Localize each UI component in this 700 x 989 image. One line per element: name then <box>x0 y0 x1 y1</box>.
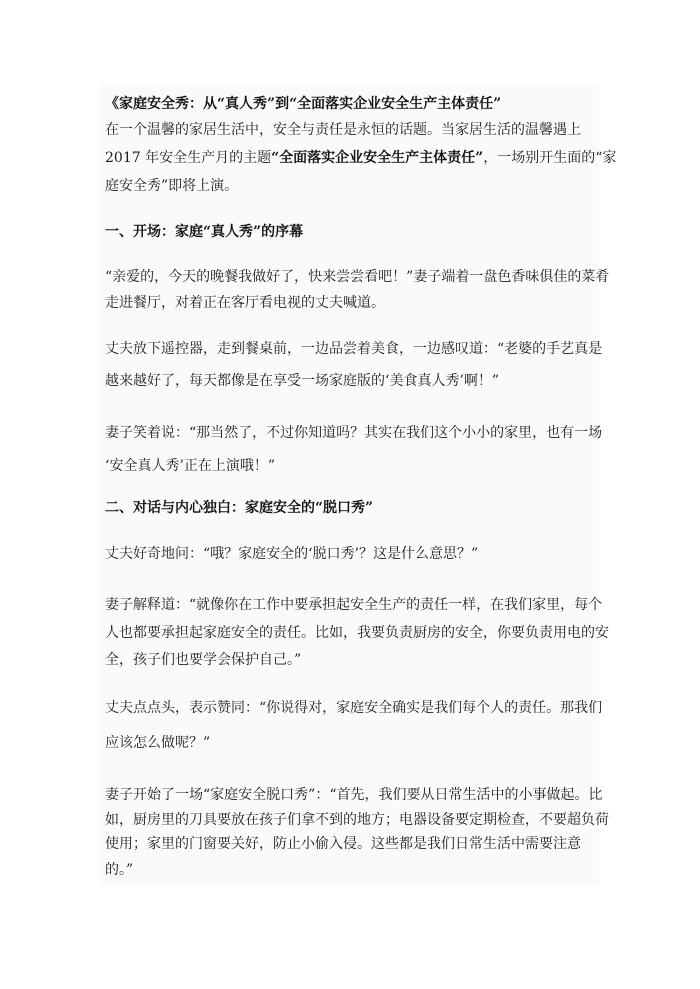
paragraph-line: “亲爱的，今天的晚餐我做好了，快来尝尝看吧！”妻子端着一盘色香味俱佳的菜肴 <box>105 269 610 285</box>
paragraph-line: 应该怎么做呢？” <box>105 735 211 751</box>
paragraph-line: 全，孩子们也要学会保护自己。” <box>105 652 302 668</box>
intro-text: ，一场别开生面的“家 <box>483 150 617 166</box>
intro-text: 2017 年安全生产月的主题 <box>105 150 272 166</box>
paragraph-line: 人也都要承担起家庭安全的责任。比如，我要负责厨房的安全，你要负责用电的安 <box>105 625 609 641</box>
paragraph-line: 妻子解释道：“就像你在工作中要承担起安全生产的责任一样，在我们家里，每个 <box>105 597 603 613</box>
paragraph-line: 如，厨房里的刀具要放在孩子们拿不到的地方；电器设备要定期检查，不要超负荷 <box>105 812 609 828</box>
intro-line <box>105 149 616 167</box>
paragraph-line: 使用；家里的门窗要关好，防止小偷入侵。这些都是我们日常生活中需要注意 <box>105 836 581 852</box>
paragraph-line: 走进餐厅，对着正在客厅看电视的丈夫喊道。 <box>105 295 385 311</box>
paragraph-line: 妻子笑着说：“那当然了，不过你知道吗？其实在我们这个小小的家里，也有一场 <box>105 425 603 441</box>
section-heading: 一、开场：家庭“真人秀”的序幕 <box>105 224 304 240</box>
paragraph-line: 越来越好了，每天都像是在享受一场家庭版的‘美食真人秀’啊！” <box>105 373 500 389</box>
paragraph-line: 丈夫点点头，表示赞同：“你说得对，家庭安全确实是我们每个人的责任。那我们 <box>105 700 603 716</box>
paragraph-line: 妻子开始了一场“家庭安全脱口秀”：“首先，我们要从日常生活中的小事做起。比 <box>105 787 603 803</box>
document-title: 《家庭安全秀：从“真人秀”到“全面落实企业安全生产主体责任” <box>105 96 502 112</box>
intro-line: 在一个温馨的家居生活中，安全与责任是永恒的话题。当家居生活的温馨遇上 <box>105 122 581 138</box>
section-heading: 二、对话与内心独白：家庭安全的“脱口秀” <box>105 500 374 516</box>
paragraph-line: 丈夫放下遥控器，走到餐桌前，一边品尝着美食，一边感叹道：“老婆的手艺真是 <box>105 341 603 357</box>
intro-line: 庭安全秀”即将上演。 <box>105 178 239 194</box>
content-panel <box>99 86 599 886</box>
paragraph-line: ‘安全真人秀’正在上演哦！” <box>105 458 276 474</box>
theme-highlight: “全面落实企业安全生产主体责任” <box>271 150 484 166</box>
paragraph-line: 丈夫好奇地问：“哦？家庭安全的‘脱口秀’？这是什么意思？” <box>105 546 479 562</box>
paragraph-line: 的。” <box>105 862 134 878</box>
